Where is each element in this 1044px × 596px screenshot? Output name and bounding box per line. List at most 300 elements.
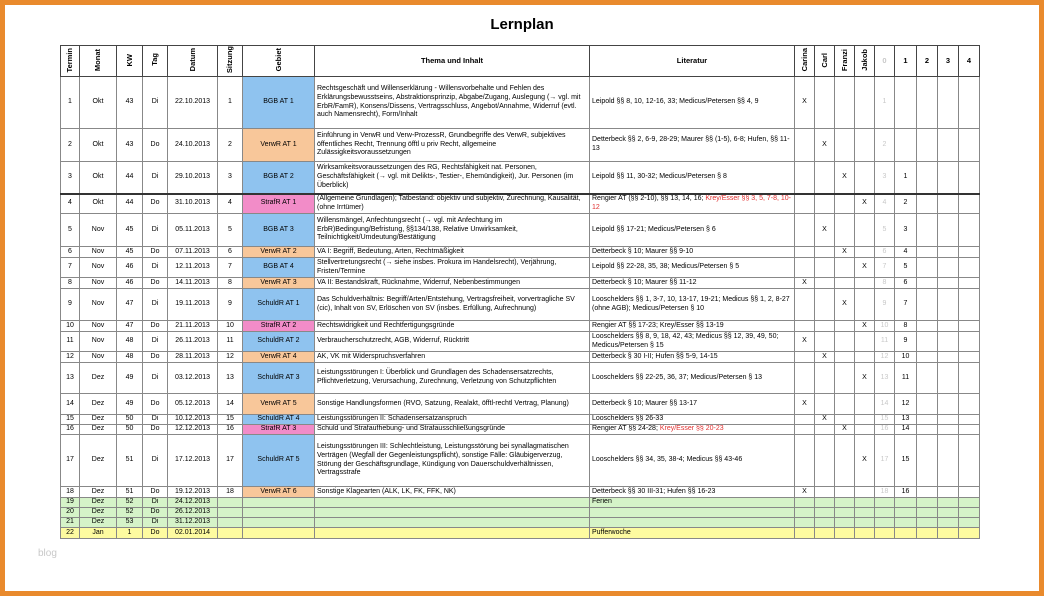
cell-carl[interactable]: [815, 487, 835, 498]
cell-thema[interactable]: [315, 129, 590, 162]
cell-sitzung[interactable]: [218, 528, 243, 539]
cell-datum[interactable]: [168, 194, 218, 214]
cell-empty[interactable]: [917, 435, 938, 487]
cell-lit[interactable]: [590, 352, 795, 363]
cell-carl[interactable]: [815, 508, 835, 518]
cell-carl[interactable]: [815, 247, 835, 258]
column-header[interactable]: [243, 46, 315, 77]
cell-n1[interactable]: [895, 278, 917, 289]
cell-empty[interactable]: [917, 352, 938, 363]
cell-empty[interactable]: [917, 332, 938, 352]
cell-empty[interactable]: [917, 258, 938, 278]
cell-empty[interactable]: [917, 528, 938, 539]
cell-empty[interactable]: [959, 77, 980, 129]
cell-empty[interactable]: [938, 435, 959, 487]
cell-sitzung[interactable]: [218, 518, 243, 528]
cell-n1[interactable]: [895, 332, 917, 352]
cell-franzi[interactable]: [835, 518, 855, 528]
cell-sitzung[interactable]: [218, 498, 243, 508]
cell-monat[interactable]: [80, 332, 117, 352]
cell-carina[interactable]: [795, 435, 815, 487]
cell-monat[interactable]: [80, 518, 117, 528]
cell-empty[interactable]: [917, 214, 938, 247]
cell-jakob[interactable]: [855, 352, 875, 363]
cell-monat[interactable]: [80, 352, 117, 363]
cell-datum[interactable]: [168, 289, 218, 321]
cell-carl[interactable]: [815, 289, 835, 321]
cell-n1[interactable]: [895, 528, 917, 539]
cell-lit[interactable]: [590, 214, 795, 247]
cell-tag[interactable]: [143, 129, 168, 162]
cell-termin[interactable]: [61, 332, 80, 352]
cell-empty[interactable]: [959, 487, 980, 498]
cell-kw[interactable]: [117, 415, 143, 425]
cell-termin[interactable]: [61, 498, 80, 508]
cell-empty[interactable]: [959, 162, 980, 194]
cell-thema[interactable]: [315, 289, 590, 321]
cell-jakob[interactable]: [855, 278, 875, 289]
cell-empty[interactable]: [938, 518, 959, 528]
cell-carl[interactable]: [815, 77, 835, 129]
cell-datum[interactable]: [168, 518, 218, 528]
cell-jakob[interactable]: [855, 363, 875, 394]
cell-datum[interactable]: [168, 247, 218, 258]
cell-n0[interactable]: [875, 278, 895, 289]
cell-sitzung[interactable]: [218, 425, 243, 435]
cell-sitzung[interactable]: [218, 214, 243, 247]
cell-gebiet[interactable]: [243, 332, 315, 352]
cell-termin[interactable]: [61, 487, 80, 498]
cell-monat[interactable]: [80, 508, 117, 518]
cell-thema[interactable]: [315, 214, 590, 247]
cell-carina[interactable]: [795, 247, 815, 258]
cell-empty[interactable]: [959, 498, 980, 508]
column-header[interactable]: [61, 46, 80, 77]
cell-franzi[interactable]: [835, 425, 855, 435]
cell-datum[interactable]: [168, 415, 218, 425]
cell-empty[interactable]: [959, 278, 980, 289]
cell-empty[interactable]: [938, 394, 959, 415]
cell-franzi[interactable]: [835, 528, 855, 539]
cell-n1[interactable]: [895, 363, 917, 394]
cell-franzi[interactable]: [835, 321, 855, 332]
cell-n0[interactable]: [875, 518, 895, 528]
cell-n0[interactable]: [875, 487, 895, 498]
cell-sitzung[interactable]: [218, 508, 243, 518]
cell-lit[interactable]: [590, 435, 795, 487]
cell-kw[interactable]: [117, 278, 143, 289]
cell-thema[interactable]: [315, 528, 590, 539]
cell-franzi[interactable]: [835, 194, 855, 214]
cell-franzi[interactable]: [835, 129, 855, 162]
cell-gebiet[interactable]: [243, 194, 315, 214]
cell-empty[interactable]: [938, 425, 959, 435]
cell-empty[interactable]: [938, 321, 959, 332]
cell-thema[interactable]: [315, 518, 590, 528]
cell-sitzung[interactable]: [218, 289, 243, 321]
cell-tag[interactable]: [143, 258, 168, 278]
cell-gebiet[interactable]: [243, 247, 315, 258]
cell-empty[interactable]: [959, 194, 980, 214]
cell-empty[interactable]: [938, 332, 959, 352]
cell-empty[interactable]: [938, 129, 959, 162]
cell-empty[interactable]: [959, 425, 980, 435]
cell-thema[interactable]: [315, 278, 590, 289]
cell-termin[interactable]: [61, 508, 80, 518]
cell-tag[interactable]: [143, 194, 168, 214]
cell-n1[interactable]: [895, 435, 917, 487]
cell-termin[interactable]: [61, 415, 80, 425]
cell-monat[interactable]: [80, 321, 117, 332]
cell-kw[interactable]: [117, 518, 143, 528]
cell-carina[interactable]: [795, 363, 815, 394]
column-header[interactable]: [590, 46, 795, 77]
cell-datum[interactable]: [168, 214, 218, 247]
cell-thema[interactable]: [315, 194, 590, 214]
cell-sitzung[interactable]: [218, 258, 243, 278]
cell-sitzung[interactable]: [218, 77, 243, 129]
cell-tag[interactable]: [143, 363, 168, 394]
cell-n1[interactable]: [895, 214, 917, 247]
cell-tag[interactable]: [143, 278, 168, 289]
cell-thema[interactable]: [315, 247, 590, 258]
column-header[interactable]: [938, 46, 959, 77]
cell-carl[interactable]: [815, 258, 835, 278]
cell-datum[interactable]: [168, 363, 218, 394]
cell-datum[interactable]: [168, 425, 218, 435]
cell-n0[interactable]: [875, 194, 895, 214]
cell-lit[interactable]: [590, 162, 795, 194]
cell-thema[interactable]: [315, 162, 590, 194]
cell-monat[interactable]: [80, 363, 117, 394]
cell-n1[interactable]: [895, 162, 917, 194]
cell-empty[interactable]: [917, 394, 938, 415]
cell-empty[interactable]: [959, 352, 980, 363]
cell-empty[interactable]: [938, 162, 959, 194]
cell-empty[interactable]: [959, 518, 980, 528]
cell-n0[interactable]: [875, 435, 895, 487]
cell-datum[interactable]: [168, 321, 218, 332]
cell-carl[interactable]: [815, 162, 835, 194]
cell-thema[interactable]: [315, 332, 590, 352]
column-header[interactable]: [917, 46, 938, 77]
column-header[interactable]: [795, 46, 815, 77]
cell-termin[interactable]: [61, 214, 80, 247]
cell-carl[interactable]: [815, 214, 835, 247]
cell-gebiet[interactable]: [243, 258, 315, 278]
cell-franzi[interactable]: [835, 162, 855, 194]
cell-carina[interactable]: [795, 352, 815, 363]
cell-empty[interactable]: [959, 528, 980, 539]
cell-empty[interactable]: [959, 247, 980, 258]
cell-lit[interactable]: [590, 394, 795, 415]
cell-monat[interactable]: [80, 258, 117, 278]
cell-termin[interactable]: [61, 352, 80, 363]
cell-empty[interactable]: [917, 194, 938, 214]
cell-jakob[interactable]: [855, 435, 875, 487]
cell-empty[interactable]: [938, 214, 959, 247]
cell-gebiet[interactable]: [243, 214, 315, 247]
cell-kw[interactable]: [117, 162, 143, 194]
cell-gebiet[interactable]: [243, 518, 315, 528]
cell-monat[interactable]: [80, 289, 117, 321]
cell-kw[interactable]: [117, 289, 143, 321]
cell-carina[interactable]: [795, 129, 815, 162]
cell-n0[interactable]: [875, 394, 895, 415]
column-header[interactable]: [117, 46, 143, 77]
cell-empty[interactable]: [917, 518, 938, 528]
cell-termin[interactable]: [61, 278, 80, 289]
cell-empty[interactable]: [938, 508, 959, 518]
cell-kw[interactable]: [117, 394, 143, 415]
cell-datum[interactable]: [168, 508, 218, 518]
cell-jakob[interactable]: [855, 247, 875, 258]
cell-n1[interactable]: [895, 425, 917, 435]
cell-tag[interactable]: [143, 289, 168, 321]
cell-thema[interactable]: [315, 508, 590, 518]
cell-jakob[interactable]: [855, 498, 875, 508]
cell-jakob[interactable]: [855, 487, 875, 498]
cell-empty[interactable]: [917, 425, 938, 435]
cell-empty[interactable]: [938, 528, 959, 539]
cell-franzi[interactable]: [835, 394, 855, 415]
cell-carl[interactable]: [815, 415, 835, 425]
cell-thema[interactable]: [315, 352, 590, 363]
cell-n1[interactable]: [895, 518, 917, 528]
cell-empty[interactable]: [959, 415, 980, 425]
cell-franzi[interactable]: [835, 435, 855, 487]
cell-thema[interactable]: [315, 498, 590, 508]
cell-empty[interactable]: [959, 435, 980, 487]
cell-carina[interactable]: [795, 194, 815, 214]
cell-empty[interactable]: [917, 247, 938, 258]
cell-n1[interactable]: [895, 194, 917, 214]
cell-kw[interactable]: [117, 332, 143, 352]
cell-n1[interactable]: [895, 258, 917, 278]
cell-monat[interactable]: [80, 247, 117, 258]
cell-monat[interactable]: [80, 194, 117, 214]
cell-empty[interactable]: [938, 289, 959, 321]
cell-carina[interactable]: [795, 332, 815, 352]
cell-kw[interactable]: [117, 77, 143, 129]
cell-empty[interactable]: [917, 363, 938, 394]
cell-lit[interactable]: [590, 247, 795, 258]
cell-empty[interactable]: [959, 508, 980, 518]
cell-tag[interactable]: [143, 77, 168, 129]
cell-tag[interactable]: [143, 394, 168, 415]
cell-termin[interactable]: [61, 129, 80, 162]
cell-sitzung[interactable]: [218, 352, 243, 363]
cell-monat[interactable]: [80, 415, 117, 425]
cell-franzi[interactable]: [835, 278, 855, 289]
cell-lit[interactable]: [590, 425, 795, 435]
cell-sitzung[interactable]: [218, 487, 243, 498]
cell-datum[interactable]: [168, 278, 218, 289]
cell-jakob[interactable]: [855, 332, 875, 352]
cell-gebiet[interactable]: [243, 487, 315, 498]
cell-carl[interactable]: [815, 528, 835, 539]
cell-carl[interactable]: [815, 425, 835, 435]
cell-carina[interactable]: [795, 425, 815, 435]
cell-franzi[interactable]: [835, 247, 855, 258]
cell-franzi[interactable]: [835, 258, 855, 278]
cell-thema[interactable]: [315, 394, 590, 415]
cell-carl[interactable]: [815, 498, 835, 508]
cell-empty[interactable]: [917, 498, 938, 508]
cell-empty[interactable]: [917, 289, 938, 321]
cell-empty[interactable]: [959, 258, 980, 278]
cell-carl[interactable]: [815, 194, 835, 214]
cell-gebiet[interactable]: [243, 498, 315, 508]
cell-carl[interactable]: [815, 129, 835, 162]
cell-termin[interactable]: [61, 77, 80, 129]
cell-monat[interactable]: [80, 129, 117, 162]
cell-sitzung[interactable]: [218, 129, 243, 162]
column-header[interactable]: [815, 46, 835, 77]
cell-datum[interactable]: [168, 435, 218, 487]
cell-franzi[interactable]: [835, 498, 855, 508]
cell-n1[interactable]: [895, 289, 917, 321]
cell-empty[interactable]: [938, 352, 959, 363]
cell-kw[interactable]: [117, 487, 143, 498]
cell-lit[interactable]: [590, 332, 795, 352]
cell-datum[interactable]: [168, 258, 218, 278]
cell-lit[interactable]: [590, 415, 795, 425]
cell-carina[interactable]: [795, 278, 815, 289]
cell-n0[interactable]: [875, 247, 895, 258]
cell-termin[interactable]: [61, 258, 80, 278]
cell-n1[interactable]: [895, 498, 917, 508]
cell-termin[interactable]: [61, 289, 80, 321]
column-header[interactable]: [80, 46, 117, 77]
cell-n1[interactable]: [895, 415, 917, 425]
cell-n0[interactable]: [875, 363, 895, 394]
cell-tag[interactable]: [143, 321, 168, 332]
cell-datum[interactable]: [168, 162, 218, 194]
cell-thema[interactable]: [315, 435, 590, 487]
cell-n0[interactable]: [875, 528, 895, 539]
cell-tag[interactable]: [143, 332, 168, 352]
cell-empty[interactable]: [917, 278, 938, 289]
cell-sitzung[interactable]: [218, 162, 243, 194]
cell-gebiet[interactable]: [243, 77, 315, 129]
cell-empty[interactable]: [938, 194, 959, 214]
cell-sitzung[interactable]: [218, 415, 243, 425]
cell-kw[interactable]: [117, 498, 143, 508]
cell-carina[interactable]: [795, 487, 815, 498]
cell-carl[interactable]: [815, 321, 835, 332]
cell-empty[interactable]: [917, 508, 938, 518]
cell-jakob[interactable]: [855, 415, 875, 425]
cell-lit[interactable]: [590, 518, 795, 528]
cell-termin[interactable]: [61, 162, 80, 194]
cell-empty[interactable]: [959, 289, 980, 321]
cell-empty[interactable]: [959, 394, 980, 415]
cell-termin[interactable]: [61, 518, 80, 528]
cell-jakob[interactable]: [855, 258, 875, 278]
column-header[interactable]: [218, 46, 243, 77]
cell-empty[interactable]: [938, 363, 959, 394]
cell-sitzung[interactable]: [218, 394, 243, 415]
cell-monat[interactable]: [80, 394, 117, 415]
cell-n0[interactable]: [875, 77, 895, 129]
cell-kw[interactable]: [117, 194, 143, 214]
cell-empty[interactable]: [917, 129, 938, 162]
cell-n0[interactable]: [875, 258, 895, 278]
cell-sitzung[interactable]: [218, 247, 243, 258]
cell-kw[interactable]: [117, 214, 143, 247]
cell-thema[interactable]: [315, 321, 590, 332]
cell-empty[interactable]: [959, 332, 980, 352]
cell-gebiet[interactable]: [243, 162, 315, 194]
cell-empty[interactable]: [938, 415, 959, 425]
column-header[interactable]: [143, 46, 168, 77]
cell-n0[interactable]: [875, 415, 895, 425]
cell-tag[interactable]: [143, 528, 168, 539]
cell-carl[interactable]: [815, 332, 835, 352]
column-header[interactable]: [855, 46, 875, 77]
cell-jakob[interactable]: [855, 214, 875, 247]
cell-empty[interactable]: [959, 214, 980, 247]
cell-jakob[interactable]: [855, 194, 875, 214]
cell-n1[interactable]: [895, 247, 917, 258]
cell-sitzung[interactable]: [218, 363, 243, 394]
cell-n0[interactable]: [875, 162, 895, 194]
cell-datum[interactable]: [168, 528, 218, 539]
cell-carina[interactable]: [795, 518, 815, 528]
cell-n1[interactable]: [895, 487, 917, 498]
cell-gebiet[interactable]: [243, 278, 315, 289]
cell-empty[interactable]: [917, 77, 938, 129]
cell-empty[interactable]: [959, 363, 980, 394]
cell-carina[interactable]: [795, 394, 815, 415]
cell-lit[interactable]: [590, 508, 795, 518]
column-header[interactable]: [959, 46, 980, 77]
cell-carl[interactable]: [815, 278, 835, 289]
column-header[interactable]: [168, 46, 218, 77]
cell-carina[interactable]: [795, 289, 815, 321]
cell-datum[interactable]: [168, 352, 218, 363]
cell-n0[interactable]: [875, 129, 895, 162]
column-header[interactable]: [875, 46, 895, 77]
cell-gebiet[interactable]: [243, 508, 315, 518]
cell-carl[interactable]: [815, 352, 835, 363]
cell-empty[interactable]: [938, 278, 959, 289]
cell-carina[interactable]: [795, 214, 815, 247]
cell-monat[interactable]: [80, 425, 117, 435]
cell-sitzung[interactable]: [218, 435, 243, 487]
cell-lit[interactable]: [590, 363, 795, 394]
cell-jakob[interactable]: [855, 129, 875, 162]
cell-empty[interactable]: [917, 487, 938, 498]
column-header[interactable]: [895, 46, 917, 77]
cell-monat[interactable]: [80, 435, 117, 487]
cell-thema[interactable]: [315, 258, 590, 278]
cell-kw[interactable]: [117, 363, 143, 394]
cell-termin[interactable]: [61, 194, 80, 214]
cell-gebiet[interactable]: [243, 415, 315, 425]
column-header[interactable]: [835, 46, 855, 77]
cell-tag[interactable]: [143, 425, 168, 435]
cell-empty[interactable]: [917, 321, 938, 332]
cell-franzi[interactable]: [835, 77, 855, 129]
cell-gebiet[interactable]: [243, 528, 315, 539]
cell-jakob[interactable]: [855, 77, 875, 129]
cell-thema[interactable]: [315, 425, 590, 435]
cell-thema[interactable]: [315, 415, 590, 425]
cell-carina[interactable]: [795, 162, 815, 194]
cell-franzi[interactable]: [835, 289, 855, 321]
